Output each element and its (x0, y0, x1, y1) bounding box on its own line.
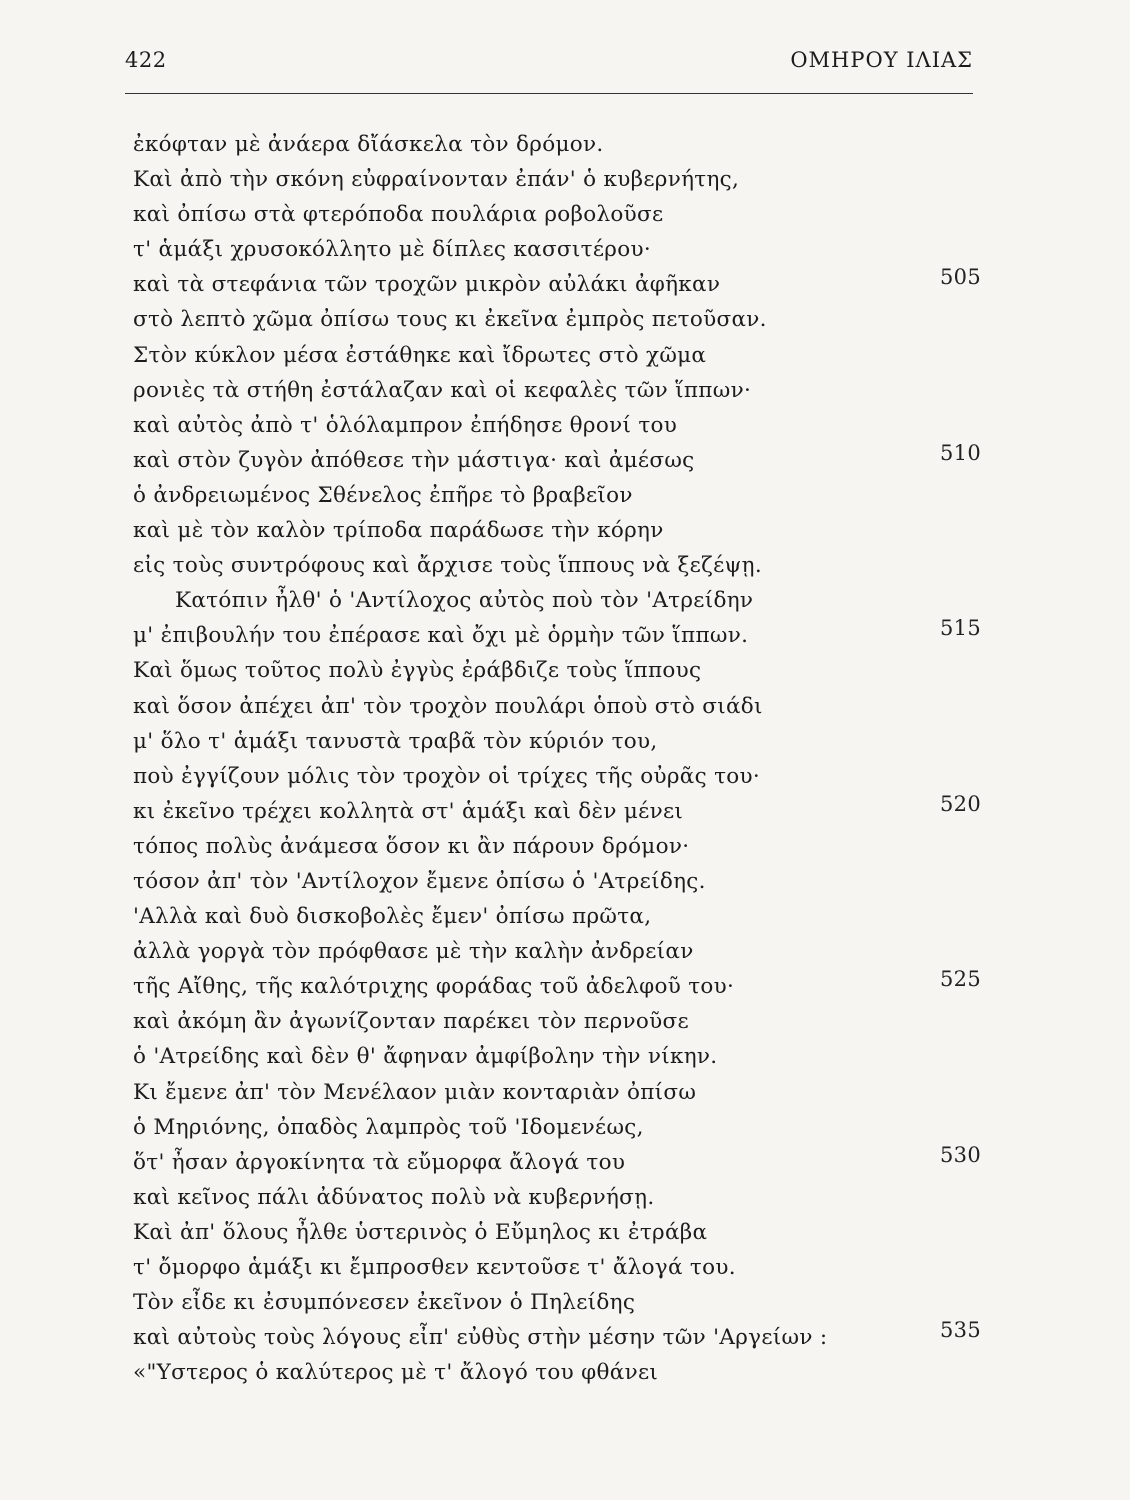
verse-text: καὶ τὰ στεφάνια τῶν τροχῶν μικρὸν αὐλάκι ἀφῆκαν (133, 272, 721, 298)
verse-text: Καὶ ἀπ' ὅλους ἦλθε ὑστερινὸς ὁ Εὔμηλος κι ἐτράβα (133, 1219, 708, 1245)
verse-text: Κατόπιν ἦλθ' ὁ 'Αντίλοχος αὐτὸς ποὺ τὸν 'Ατρείδην (175, 588, 754, 614)
page-header (125, 48, 973, 88)
verse-text: καὶ ἀκόμη ἂν ἀγωνίζονταν παρέκει τὸν περνοῦσε (133, 1009, 689, 1035)
verse-text: Καὶ ἀπὸ τὴν σκόνη εὐφραίνονταν ἐπάν' ὁ κυβερνήτης, (133, 167, 740, 193)
verse-line (133, 162, 993, 197)
verse-text: «"Υστερος ὁ καλύτερος μὲ τ' ἄλογό του φθάνει (133, 1360, 659, 1386)
verse-line (133, 1075, 993, 1110)
verse-line (133, 1004, 993, 1039)
verse-text: μ' ἐπιβουλήν του ἐπέρασε καὶ ὄχι μὲ ὁρμὴν τῶν ἵππων. (133, 623, 749, 649)
verse-line (133, 1215, 993, 1250)
line-number: 505 (940, 265, 981, 290)
verse-line (133, 232, 993, 267)
verse-line (133, 338, 993, 373)
verse-text: τόπος πολὺς ἀνάμεσα ὅσον κι ἂν πάρουν δρόμον· (133, 833, 690, 859)
verse-line (133, 829, 993, 864)
verse-text: καὶ μὲ τὸν καλὸν τρίποδα παράδωσε τὴν κόρην (133, 518, 664, 544)
line-number: 535 (940, 1318, 981, 1343)
verse-text: καὶ κεῖνος πάλι ἀδύνατος πολὺ νὰ κυβερνήσῃ. (133, 1184, 655, 1210)
verse-line (133, 934, 993, 969)
verse-line (133, 724, 993, 759)
verse-line (133, 440, 993, 478)
running-title: ΟΜΗΡΟΥ ΙΛΙΑΣ (790, 48, 973, 72)
verse-line (133, 689, 993, 724)
verse-text: Καὶ ὅμως τοῦτος πολὺ ἐγγὺς ἐράβδιζε τοὺς ἵππους (133, 658, 702, 684)
verse-text: καὶ αὐτοὺς τοὺς λόγους εἶπ' εὐθὺς στὴν μέσην τῶν 'Αργείων : (133, 1325, 828, 1351)
line-number: 525 (940, 967, 981, 992)
verse-text: ἐκόφταν μὲ ἀνάερα δἴάσκελα τὸν δρόμον. (133, 132, 604, 157)
verse-line (133, 864, 993, 899)
verse-line (133, 197, 993, 232)
verse-text: στὸ λεπτὸ χῶμα ὀπίσω τους κι ἐκεῖνα ἐμπρὸς πετοῦσαν. (133, 307, 767, 333)
header-rule (125, 93, 973, 94)
verse-text: καὶ αὐτὸς ἀπὸ τ' ὁλόλαμπρον ἐπήδησε θρονί του (133, 412, 678, 438)
verse-text: τῆς Αἴθης, τῆς καλότριχης φοράδας τοῦ ἀδελφοῦ του· (133, 974, 735, 1000)
verse-line (133, 1180, 993, 1215)
verse-text: κι ἐκεῖνο τρέχει κολλητὰ στ' ἁμάξι καὶ δὲν μένει (133, 798, 684, 824)
verse-line (133, 478, 993, 513)
verse-text: τόσον ἀπ' τὸν 'Αντίλοχον ἔμενε ὀπίσω ὁ 'Ατρείδης. (133, 868, 706, 894)
verse-line (133, 791, 993, 829)
verse-line (133, 899, 993, 934)
verse-text: ρονιὲς τὰ στήθη ἐστάλαζαν καὶ οἱ κεφαλὲς τῶν ἵππων· (133, 377, 752, 403)
verse-text: ποὺ ἐγγίζουν μόλις τὸν τροχὸν οἱ τρίχες τῆς οὐρᾶς του· (133, 763, 761, 789)
verse-line (133, 653, 993, 688)
verse-line (133, 373, 993, 408)
page-number: 422 (125, 48, 167, 72)
verse-line (133, 583, 993, 618)
verse-text: μ' ὅλο τ' ἁμάξι τανυστὰ τραβᾶ τὸν κύριόν του, (133, 728, 658, 754)
verse-line (133, 267, 993, 302)
line-number: 520 (940, 791, 981, 816)
verse-text: καὶ ὀπίσω στὰ φτερόποδα πουλάρια ροβολοῦσε (133, 202, 664, 228)
verse-line (133, 408, 993, 443)
verse-text: ὁ 'Ατρείδης καὶ δὲν θ' ἄφηναν ἀμφίβολην τὴν νίκην. (133, 1044, 718, 1070)
verse-text: ὅτ' ἦσαν ἀργοκίνητα τὰ εὔμορφα ἄλογά του (133, 1149, 626, 1175)
verse-line (133, 1320, 993, 1355)
verse-list (133, 127, 993, 1390)
verse-line (133, 548, 993, 583)
verse-line (133, 618, 993, 653)
verse-line (133, 1285, 993, 1320)
verse-line (133, 969, 993, 1004)
verse-line (133, 1110, 993, 1145)
verse-line (133, 759, 993, 794)
verse-line (133, 302, 993, 337)
verse-text: Κι ἔμενε ἀπ' τὸν Μενέλαον μιὰν κονταριὰν ὀπίσω (133, 1079, 697, 1105)
verse-text: ὁ ἀνδρειωμένος Σθένελος ἐπῆρε τὸ βραβεῖον (133, 482, 633, 508)
verse-line (133, 127, 993, 162)
line-number: 515 (940, 616, 981, 641)
verse-line (133, 513, 993, 548)
line-number: 530 (940, 1142, 981, 1167)
verse-text: τ' ἁμάξι χρυσοκόλλητο μὲ δίπλες κασσιτέρου· (133, 237, 651, 263)
verse-text: καὶ ὅσον ἀπέχει ἀπ' τὸν τροχὸν πουλάρι ὁποὺ στὸ σιάδι (133, 693, 763, 719)
verse-text: καὶ στὸν ζυγὸν ἀπόθεσε τὴν μάστιγα· καὶ ἀμέσως (133, 447, 695, 473)
verse-line (133, 1142, 993, 1180)
verse-text: Στὸν κύκλον μέσα ἐστάθηκε καὶ ἴδρωτες στὸ χῶμα (133, 342, 707, 368)
verse-line (133, 1039, 993, 1074)
verse-text: Τὸν εἶδε κι ἐσυμπόνεσεν ἐκεῖνον ὁ Πηλείδης (133, 1290, 636, 1316)
line-number: 510 (940, 440, 981, 465)
verse-line (133, 1355, 993, 1390)
verse-text: 'Αλλὰ καὶ δυὸ δισκοβολὲς ἔμεν' ὀπίσω πρῶτα, (133, 904, 652, 930)
verse-text: ὁ Μηριόνης, ὀπαδὸς λαμπρὸς τοῦ 'Ιδομενέως, (133, 1114, 644, 1140)
verse-text: εἰς τοὺς συντρόφους καὶ ἄρχισε τοὺς ἵππους νὰ ξεζέψῃ. (133, 553, 762, 579)
verse-text: τ' ὄμορφο ἁμάξι κι ἔμπροσθεν κεντοῦσε τ' ἄλογά του. (133, 1255, 736, 1280)
verse-line (133, 1250, 993, 1285)
verse-text: ἀλλὰ γοργὰ τὸν πρόφθασε μὲ τὴν καλὴν ἀνδρείαν (133, 939, 694, 965)
